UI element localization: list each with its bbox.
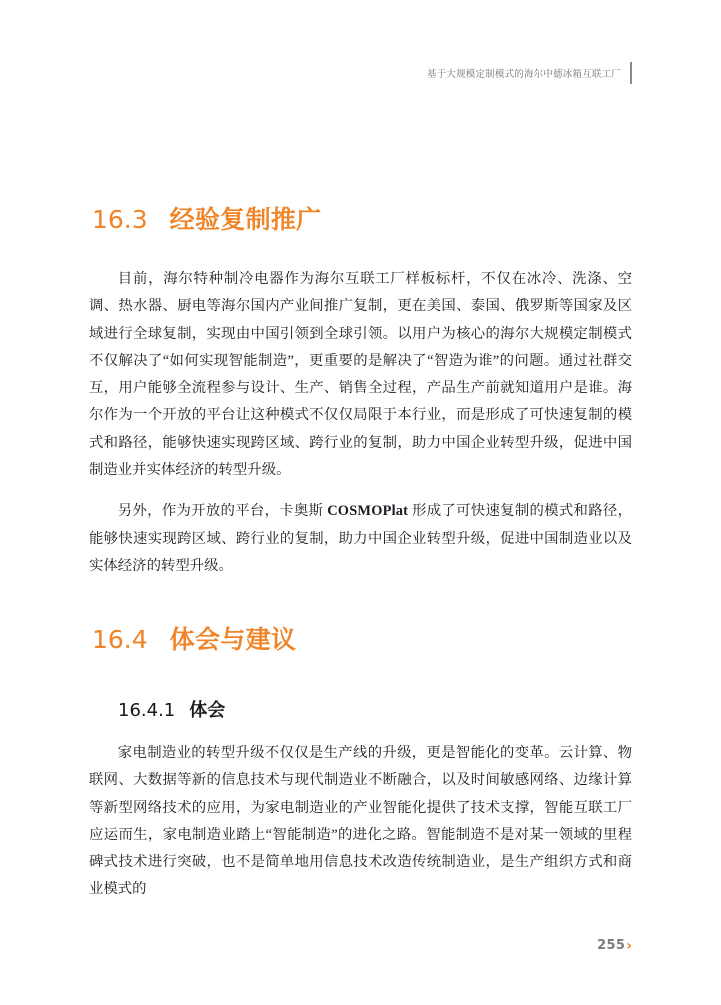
section-number-16-4: 16.4: [92, 625, 148, 654]
section-heading-16-4: [92, 620, 296, 656]
paragraph: 目前，海尔特种制冷电器作为海尔互联工厂样板标杆，不仅在冰冷、洗涤、空调、热水器、厨电等海尔国内产业间推广复制，更在美国、泰国、俄罗斯等国家及区域进行全球复制，实现由中国引领到全球引领。以用户为核心的海尔大规模定制模式不仅解决了“如何实现智能制造”，更重要的是解决了“智造为谁”的问题。通过社群交互，用户能够全流程参与设计、生产、销售全过程，产品生产前就知道用户是谁。海尔作为一个开放的平台让这种模式不仅仅局限于本行业，而是形成了可快速复制的模式和路径，能够快速实现跨区域、跨行业的复制，助力中国企业转型升级，促进中国制造业并实体经济的转型升级。: [89, 271, 632, 479]
subsection-heading-16-4-1: [118, 696, 225, 722]
subsection-number-16-4-1: 16.4.1: [118, 700, 176, 721]
running-header-title: 基于大规模定制模式的海尔中德冰箱互联工厂: [426, 69, 621, 80]
subsection-title-16-4-1: 体会: [189, 700, 226, 721]
paragraph-with-brand: [89, 498, 632, 580]
section-16-4-1-body: [89, 740, 632, 904]
section-title-16-3: 经验复制推广: [169, 205, 322, 234]
paragraph-text-after-brand: 形成了可快速复制的模式和路径，能够快速实现跨区域、跨行业的复制，助力中国企业转型升级，促进中国制造业以及实体经济的转型升级。: [89, 503, 632, 574]
running-header: [427, 62, 632, 84]
paragraph: 家电制造业的转型升级不仅仅是生产线的升级，更是智能化的变革。云计算、物联网、大数据等新的信息技术与现代制造业不断融合，以及时间敏感网络、边缘计算等新型网络技术的应用，为家电制造业的产业智能化提供了技术支撑，智能互联工厂应运而生，家电制造业踏上“智能制造”的进化之路。智能制造不是对某一领域的里程碑式技术进行突破，也不是简单地用信息技术改造传统制造业，是生产组织方式和商业模式的: [89, 745, 632, 898]
section-heading-16-3: [92, 200, 321, 236]
page-number: 255: [597, 938, 626, 953]
header-rule-bar: [630, 62, 632, 84]
paragraph-text-before-brand: 另外，作为开放的平台，卡奥斯: [117, 503, 328, 520]
brand-name-cosmoplat: COSMOPlat: [327, 503, 409, 520]
section-16-3-body: [89, 266, 632, 580]
section-number-16-3: 16.3: [92, 205, 148, 234]
chevron-right-icon: ›: [626, 937, 632, 954]
section-title-16-4: 体会与建议: [169, 625, 297, 654]
page-footer: [597, 938, 632, 953]
